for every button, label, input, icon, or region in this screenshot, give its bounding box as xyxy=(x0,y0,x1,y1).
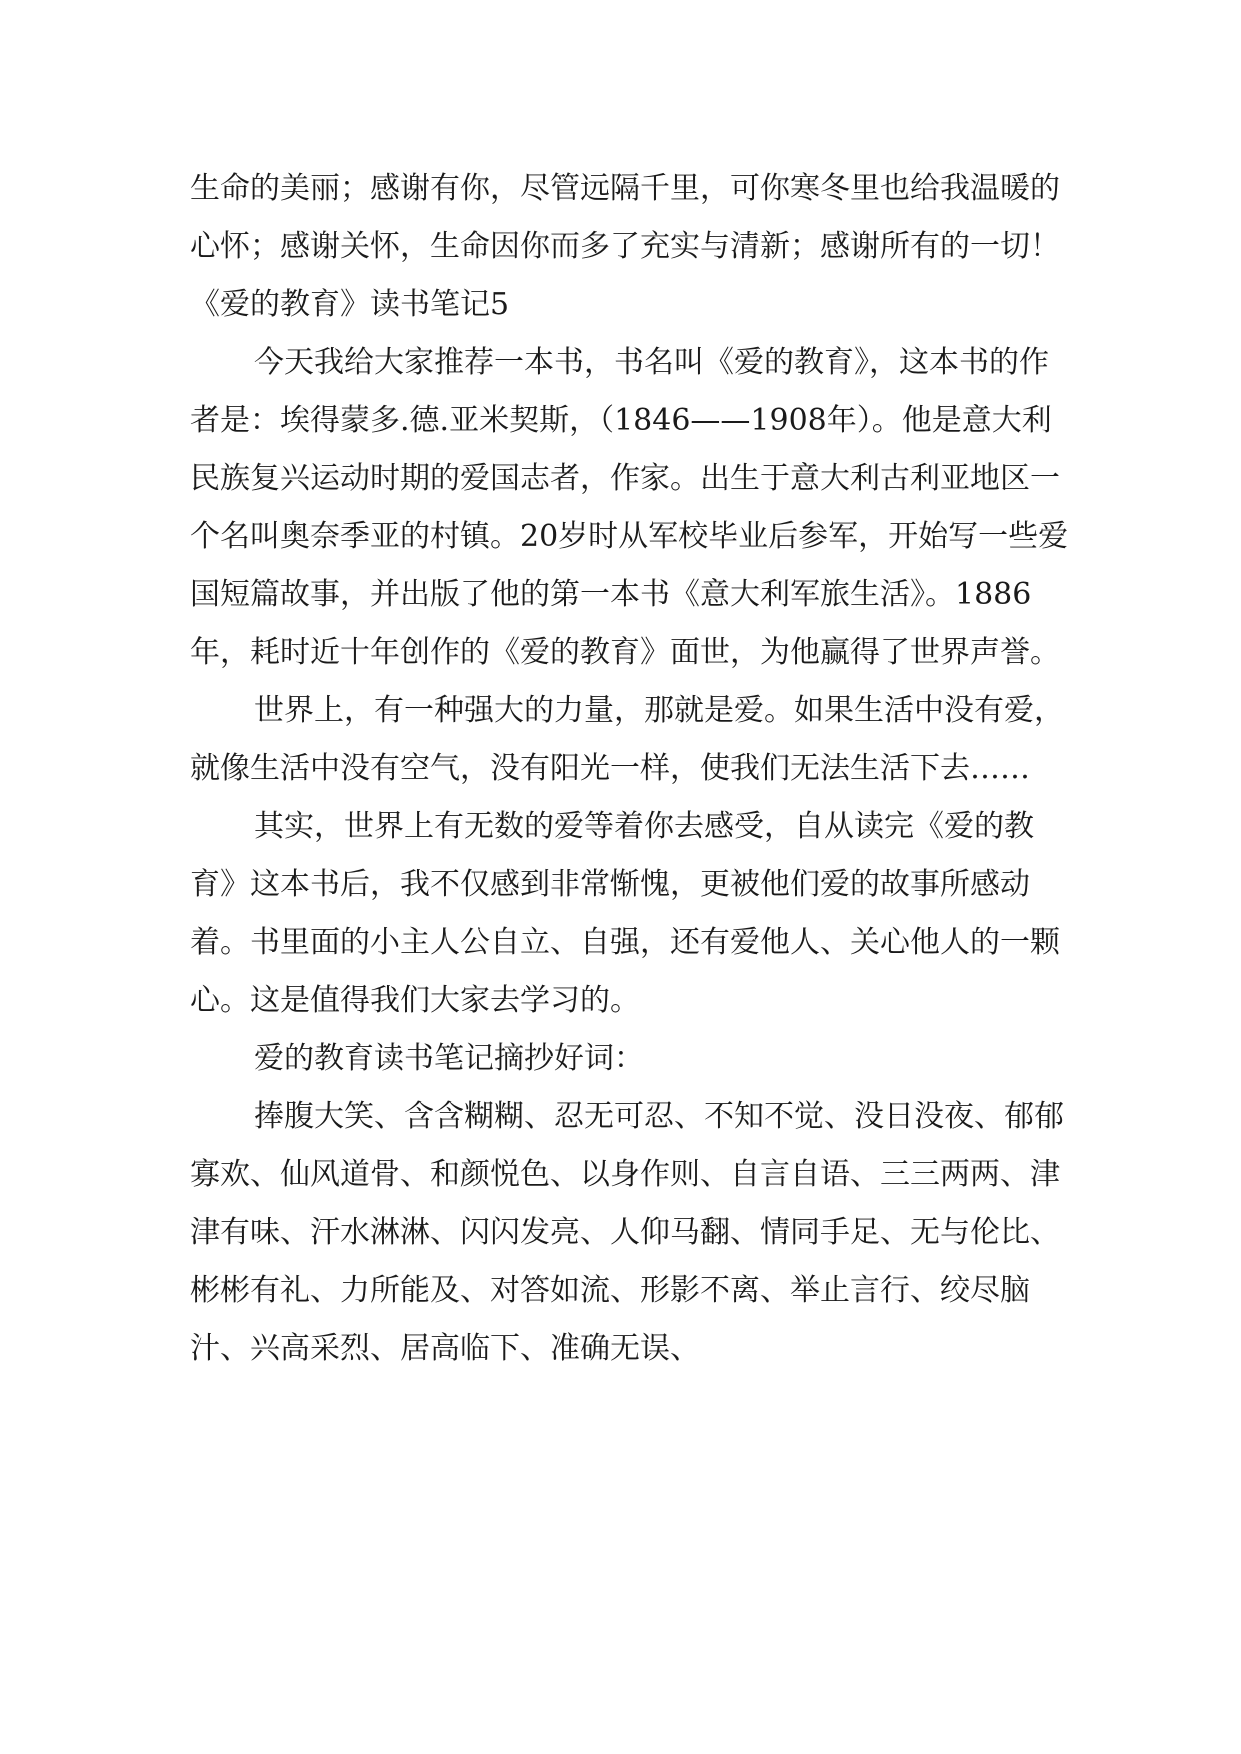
document-body xyxy=(190,160,1070,1378)
paragraph-power-of-love: 世界上，有一种强大的力量，那就是爱。如果生活中没有爱，就像生活中没有空气，没有阳光一样，使我们无法生活下去…… xyxy=(190,693,1064,786)
section-heading: 《爱的教育》读书笔记5 xyxy=(190,287,510,322)
paragraph-reflection: 其实，世界上有无数的爱等着你去感受，自从读完《爱的教育》这本书后，我不仅感到非常惭愧，更被他们爱的故事所感动着。书里面的小主人公自立、自强，还有爱他人、关心他人的一颗心。这是值得我们大家去学习的。 xyxy=(190,809,1060,1018)
paragraph-author-intro: 今天我给大家推荐一本书，书名叫《爱的教育》，这本书的作者是：埃得蒙多.德.亚米契斯，（1846——1908年）。他是意大利民族复兴运动时期的爱国志者，作家。出生于意大利古利亚地区一个名叫奥奈季亚的村镇。20岁时从军校毕业后参军，开始写一些爱国短篇故事，并出版了他的第一本书《意大利军旅生活》。1886年，耗时近十年创作的《爱的教育》面世，为他赢得了世界声誉。 xyxy=(190,345,1069,670)
paragraph-continued: 生命的美丽；感谢有你，尽管远隔千里，可你寒冬里也给我温暖的心怀；感谢关怀，生命因你而多了充实与清新；感谢所有的一切！ xyxy=(190,171,1060,264)
paragraph-good-words-title: 爱的教育读书笔记摘抄好词： xyxy=(254,1041,644,1076)
paragraph-good-words-list: 捧腹大笑、含含糊糊、忍无可忍、不知不觉、没日没夜、郁郁寡欢、仙风道骨、和颜悦色、以身作则、自言自语、三三两两、津津有味、汗水淋淋、闪闪发亮、人仰马翻、情同手足、无与伦比、彬彬有礼、力所能及、对答如流、形影不离、举止言行、绞尽脑汁、兴高采烈、居高临下、准确无误、 xyxy=(190,1099,1064,1366)
